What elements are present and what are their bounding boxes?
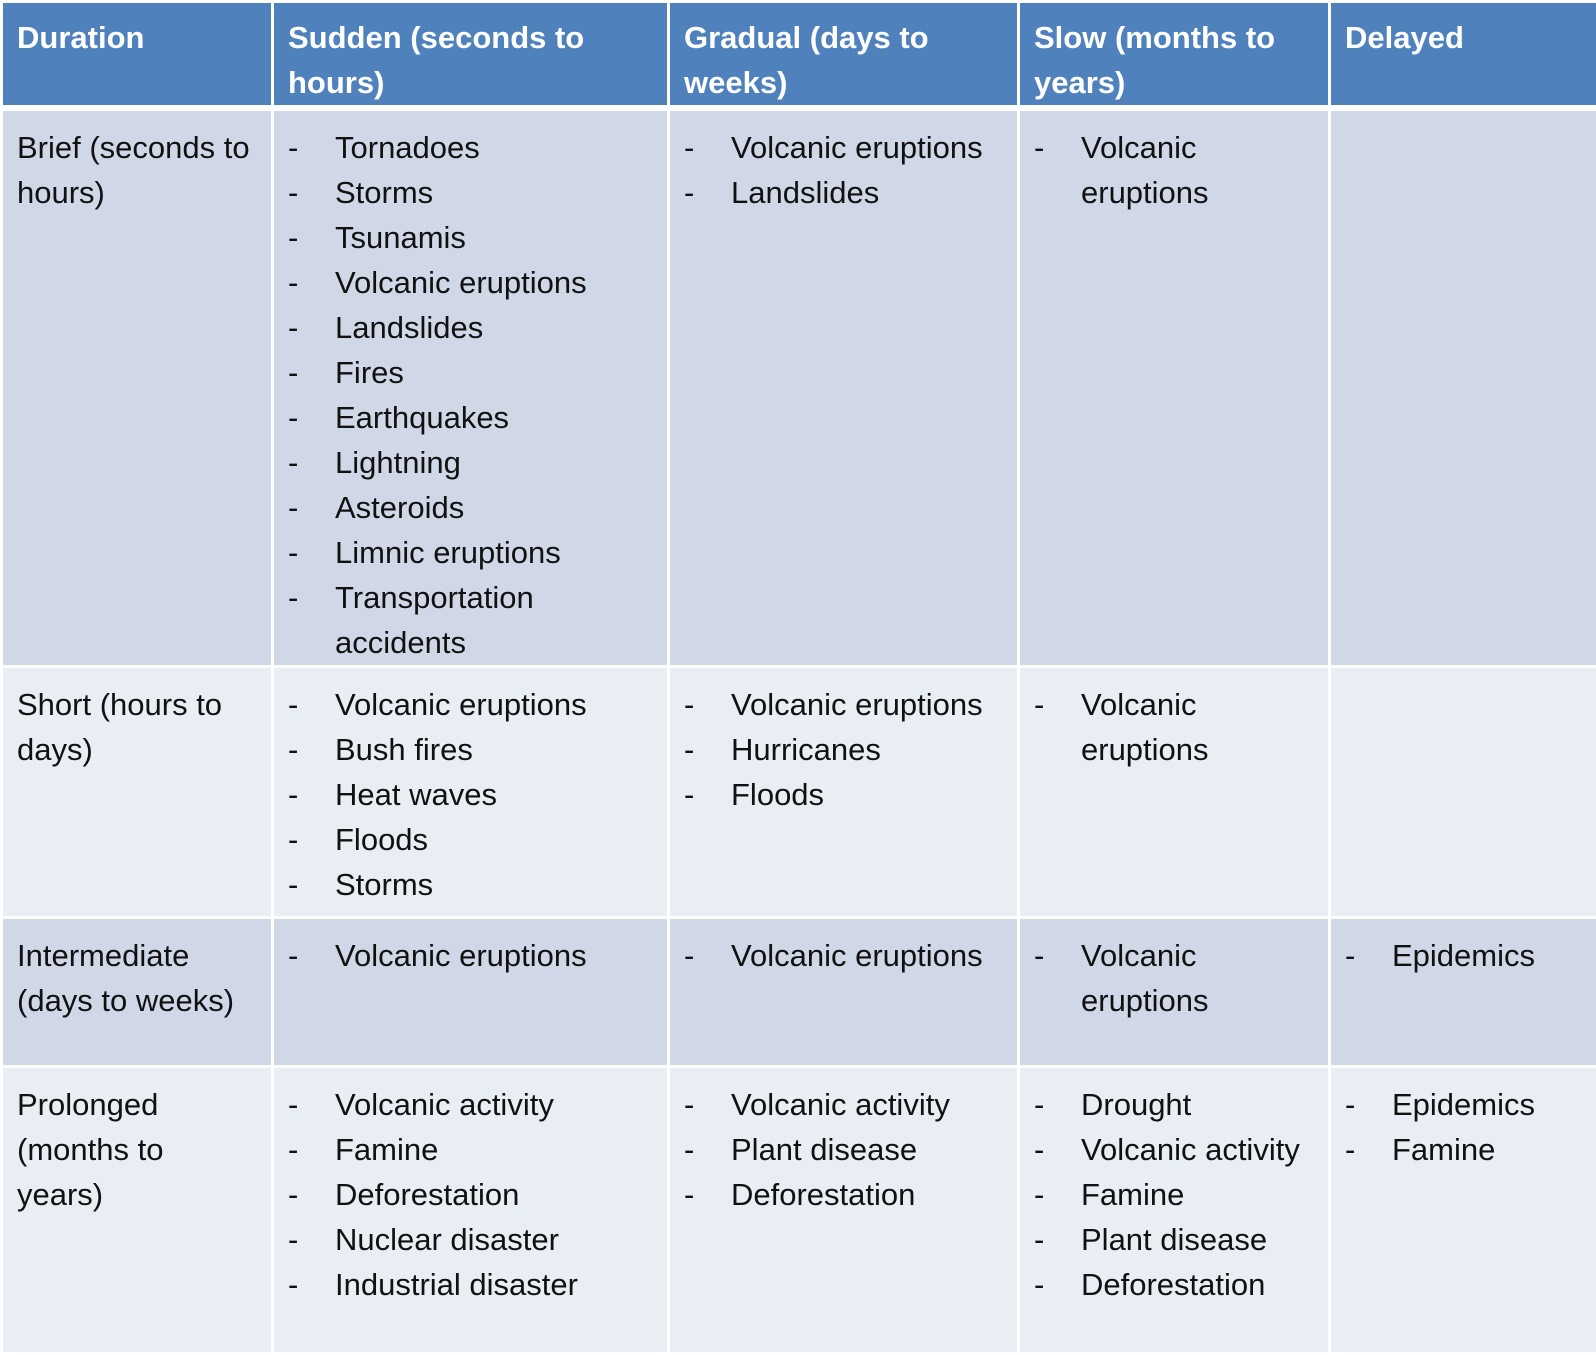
item-text: Plant disease xyxy=(731,1132,917,1167)
item-list xyxy=(684,682,1003,817)
dash-bullet-icon: - xyxy=(288,485,298,530)
dash-bullet-icon: - xyxy=(1034,125,1044,170)
list-item xyxy=(288,125,653,170)
dash-bullet-icon: - xyxy=(288,1262,298,1307)
list-item xyxy=(288,1082,653,1127)
dash-bullet-icon: - xyxy=(1345,1082,1355,1127)
list-item xyxy=(1034,1217,1314,1262)
dash-bullet-icon: - xyxy=(288,1082,298,1127)
dash-bullet-icon: - xyxy=(684,727,694,772)
item-text: Floods xyxy=(335,822,428,857)
dash-bullet-icon: - xyxy=(288,305,298,350)
dash-bullet-icon: - xyxy=(288,1172,298,1217)
table-cell xyxy=(273,667,669,918)
table-cell xyxy=(273,108,669,667)
list-item xyxy=(288,817,653,862)
dash-bullet-icon: - xyxy=(1345,933,1355,978)
column-header: Delayed xyxy=(1330,2,1596,109)
item-text: Volcanic activity xyxy=(1081,1132,1300,1167)
list-item xyxy=(1034,125,1314,215)
item-text: Storms xyxy=(335,175,433,210)
list-item xyxy=(288,727,653,772)
list-item xyxy=(288,350,653,395)
column-header: Duration xyxy=(2,2,273,109)
table-cell xyxy=(1019,108,1330,667)
item-text: Industrial disaster xyxy=(335,1267,578,1302)
item-text: Hurricanes xyxy=(731,732,881,767)
table-cell xyxy=(1330,918,1596,1067)
table-cell xyxy=(273,918,669,1067)
list-item xyxy=(1345,1082,1582,1127)
dash-bullet-icon: - xyxy=(288,575,298,620)
list-item xyxy=(288,1172,653,1217)
dash-bullet-icon: - xyxy=(1034,1127,1044,1172)
item-list xyxy=(1034,682,1314,772)
list-item xyxy=(288,1217,653,1262)
list-item xyxy=(684,933,1003,978)
dash-bullet-icon: - xyxy=(1034,933,1044,978)
column-header: Gradual (days to weeks) xyxy=(669,2,1019,109)
item-list xyxy=(288,125,653,665)
table-cell xyxy=(1330,1067,1596,1354)
list-item xyxy=(288,170,653,215)
table-row xyxy=(2,667,1596,918)
table-cell xyxy=(669,918,1019,1067)
row-label: Short (hours to days) xyxy=(2,667,273,918)
item-list xyxy=(684,1082,1003,1217)
list-item xyxy=(1034,1172,1314,1217)
item-list xyxy=(288,682,653,907)
dash-bullet-icon: - xyxy=(684,772,694,817)
item-text: Famine xyxy=(1392,1132,1495,1167)
item-text: Volcanic eruptions xyxy=(335,265,587,300)
list-item xyxy=(1034,1127,1314,1172)
list-item xyxy=(684,682,1003,727)
item-text: Volcanic eruptions xyxy=(1081,938,1209,1018)
item-text: Nuclear disaster xyxy=(335,1222,559,1257)
list-item xyxy=(684,125,1003,170)
item-text: Tsunamis xyxy=(335,220,466,255)
table-row xyxy=(2,108,1596,667)
item-text: Storms xyxy=(335,867,433,902)
item-text: Famine xyxy=(1081,1177,1184,1212)
dash-bullet-icon: - xyxy=(684,1082,694,1127)
dash-bullet-icon: - xyxy=(288,933,298,978)
list-item xyxy=(684,170,1003,215)
item-text: Volcanic eruptions xyxy=(335,687,587,722)
item-text: Epidemics xyxy=(1392,1087,1535,1122)
item-text: Volcanic eruptions xyxy=(1081,130,1209,210)
list-item xyxy=(1034,682,1314,772)
dash-bullet-icon: - xyxy=(288,1127,298,1172)
item-list xyxy=(1034,933,1314,1023)
item-text: Tornadoes xyxy=(335,130,480,165)
table-cell xyxy=(1019,1067,1330,1354)
list-item xyxy=(684,1082,1003,1127)
table-cell xyxy=(669,1067,1019,1354)
item-text: Deforestation xyxy=(1081,1267,1265,1302)
list-item xyxy=(288,440,653,485)
row-label: Brief (seconds to hours) xyxy=(2,108,273,667)
item-text: Limnic eruptions xyxy=(335,535,561,570)
dash-bullet-icon: - xyxy=(1034,682,1044,727)
item-text: Volcanic eruptions xyxy=(731,130,983,165)
item-text: Plant disease xyxy=(1081,1222,1267,1257)
item-text: Asteroids xyxy=(335,490,464,525)
list-item xyxy=(684,772,1003,817)
item-text: Landslides xyxy=(335,310,483,345)
item-text: Heat waves xyxy=(335,777,497,812)
table-row xyxy=(2,1067,1596,1354)
list-item xyxy=(288,862,653,907)
list-item xyxy=(1034,1262,1314,1307)
table-cell xyxy=(273,1067,669,1354)
item-list xyxy=(288,933,653,978)
dash-bullet-icon: - xyxy=(1034,1262,1044,1307)
item-text: Earthquakes xyxy=(335,400,509,435)
header-row xyxy=(2,2,1596,109)
dash-bullet-icon: - xyxy=(288,682,298,727)
dash-bullet-icon: - xyxy=(1034,1082,1044,1127)
item-text: Fires xyxy=(335,355,404,390)
item-text: Famine xyxy=(335,1132,438,1167)
list-item xyxy=(1034,933,1314,1023)
table-cell xyxy=(1330,667,1596,918)
dash-bullet-icon: - xyxy=(684,125,694,170)
item-list xyxy=(1034,1082,1314,1307)
dash-bullet-icon: - xyxy=(288,1217,298,1262)
item-text: Lightning xyxy=(335,445,461,480)
dash-bullet-icon: - xyxy=(1034,1172,1044,1217)
item-text: Volcanic eruptions xyxy=(1081,687,1209,767)
list-item xyxy=(288,772,653,817)
table-cell xyxy=(1019,918,1330,1067)
list-item xyxy=(1345,933,1582,978)
dash-bullet-icon: - xyxy=(1345,1127,1355,1172)
item-text: Volcanic eruptions xyxy=(731,938,983,973)
item-list xyxy=(684,125,1003,215)
dash-bullet-icon: - xyxy=(288,727,298,772)
list-item xyxy=(288,1127,653,1172)
item-text: Drought xyxy=(1081,1087,1191,1122)
row-label: Intermediate (days to weeks) xyxy=(2,918,273,1067)
dash-bullet-icon: - xyxy=(288,125,298,170)
dash-bullet-icon: - xyxy=(288,260,298,305)
item-list xyxy=(288,1082,653,1307)
column-header: Sudden (seconds to hours) xyxy=(273,2,669,109)
item-list xyxy=(684,933,1003,978)
list-item xyxy=(684,1172,1003,1217)
row-label: Prolonged (months to years) xyxy=(2,1067,273,1354)
dash-bullet-icon: - xyxy=(288,395,298,440)
list-item xyxy=(1034,1082,1314,1127)
list-item xyxy=(1345,1127,1582,1172)
table-row xyxy=(2,918,1596,1067)
item-list xyxy=(1345,933,1582,978)
dash-bullet-icon: - xyxy=(288,350,298,395)
list-item xyxy=(288,485,653,530)
table-cell xyxy=(1019,667,1330,918)
list-item xyxy=(288,260,653,305)
list-item xyxy=(684,1127,1003,1172)
dash-bullet-icon: - xyxy=(288,440,298,485)
item-text: Deforestation xyxy=(731,1177,915,1212)
item-list xyxy=(1034,125,1314,215)
table-cell xyxy=(1330,108,1596,667)
dash-bullet-icon: - xyxy=(288,170,298,215)
list-item xyxy=(288,933,653,978)
list-item xyxy=(288,305,653,350)
column-header: Slow (months to years) xyxy=(1019,2,1330,109)
dash-bullet-icon: - xyxy=(684,170,694,215)
item-text: Deforestation xyxy=(335,1177,519,1212)
item-text: Landslides xyxy=(731,175,879,210)
dash-bullet-icon: - xyxy=(1034,1217,1044,1262)
dash-bullet-icon: - xyxy=(684,682,694,727)
list-item xyxy=(288,395,653,440)
table-cell xyxy=(669,667,1019,918)
dash-bullet-icon: - xyxy=(684,1172,694,1217)
dash-bullet-icon: - xyxy=(288,530,298,575)
table-cell xyxy=(669,108,1019,667)
dash-bullet-icon: - xyxy=(288,862,298,907)
list-item xyxy=(288,575,653,665)
list-item xyxy=(288,682,653,727)
item-text: Bush fires xyxy=(335,732,473,767)
dash-bullet-icon: - xyxy=(288,817,298,862)
item-text: Floods xyxy=(731,777,824,812)
item-text: Volcanic activity xyxy=(335,1087,554,1122)
item-list xyxy=(1345,1082,1582,1172)
list-item xyxy=(288,1262,653,1307)
dash-bullet-icon: - xyxy=(288,772,298,817)
dash-bullet-icon: - xyxy=(288,215,298,260)
item-text: Epidemics xyxy=(1392,938,1535,973)
dash-bullet-icon: - xyxy=(684,1127,694,1172)
dash-bullet-icon: - xyxy=(684,933,694,978)
item-text: Transportation accidents xyxy=(335,580,534,660)
list-item xyxy=(684,727,1003,772)
item-text: Volcanic eruptions xyxy=(335,938,587,973)
list-item xyxy=(288,215,653,260)
item-text: Volcanic activity xyxy=(731,1087,950,1122)
item-text: Volcanic eruptions xyxy=(731,687,983,722)
list-item xyxy=(288,530,653,575)
